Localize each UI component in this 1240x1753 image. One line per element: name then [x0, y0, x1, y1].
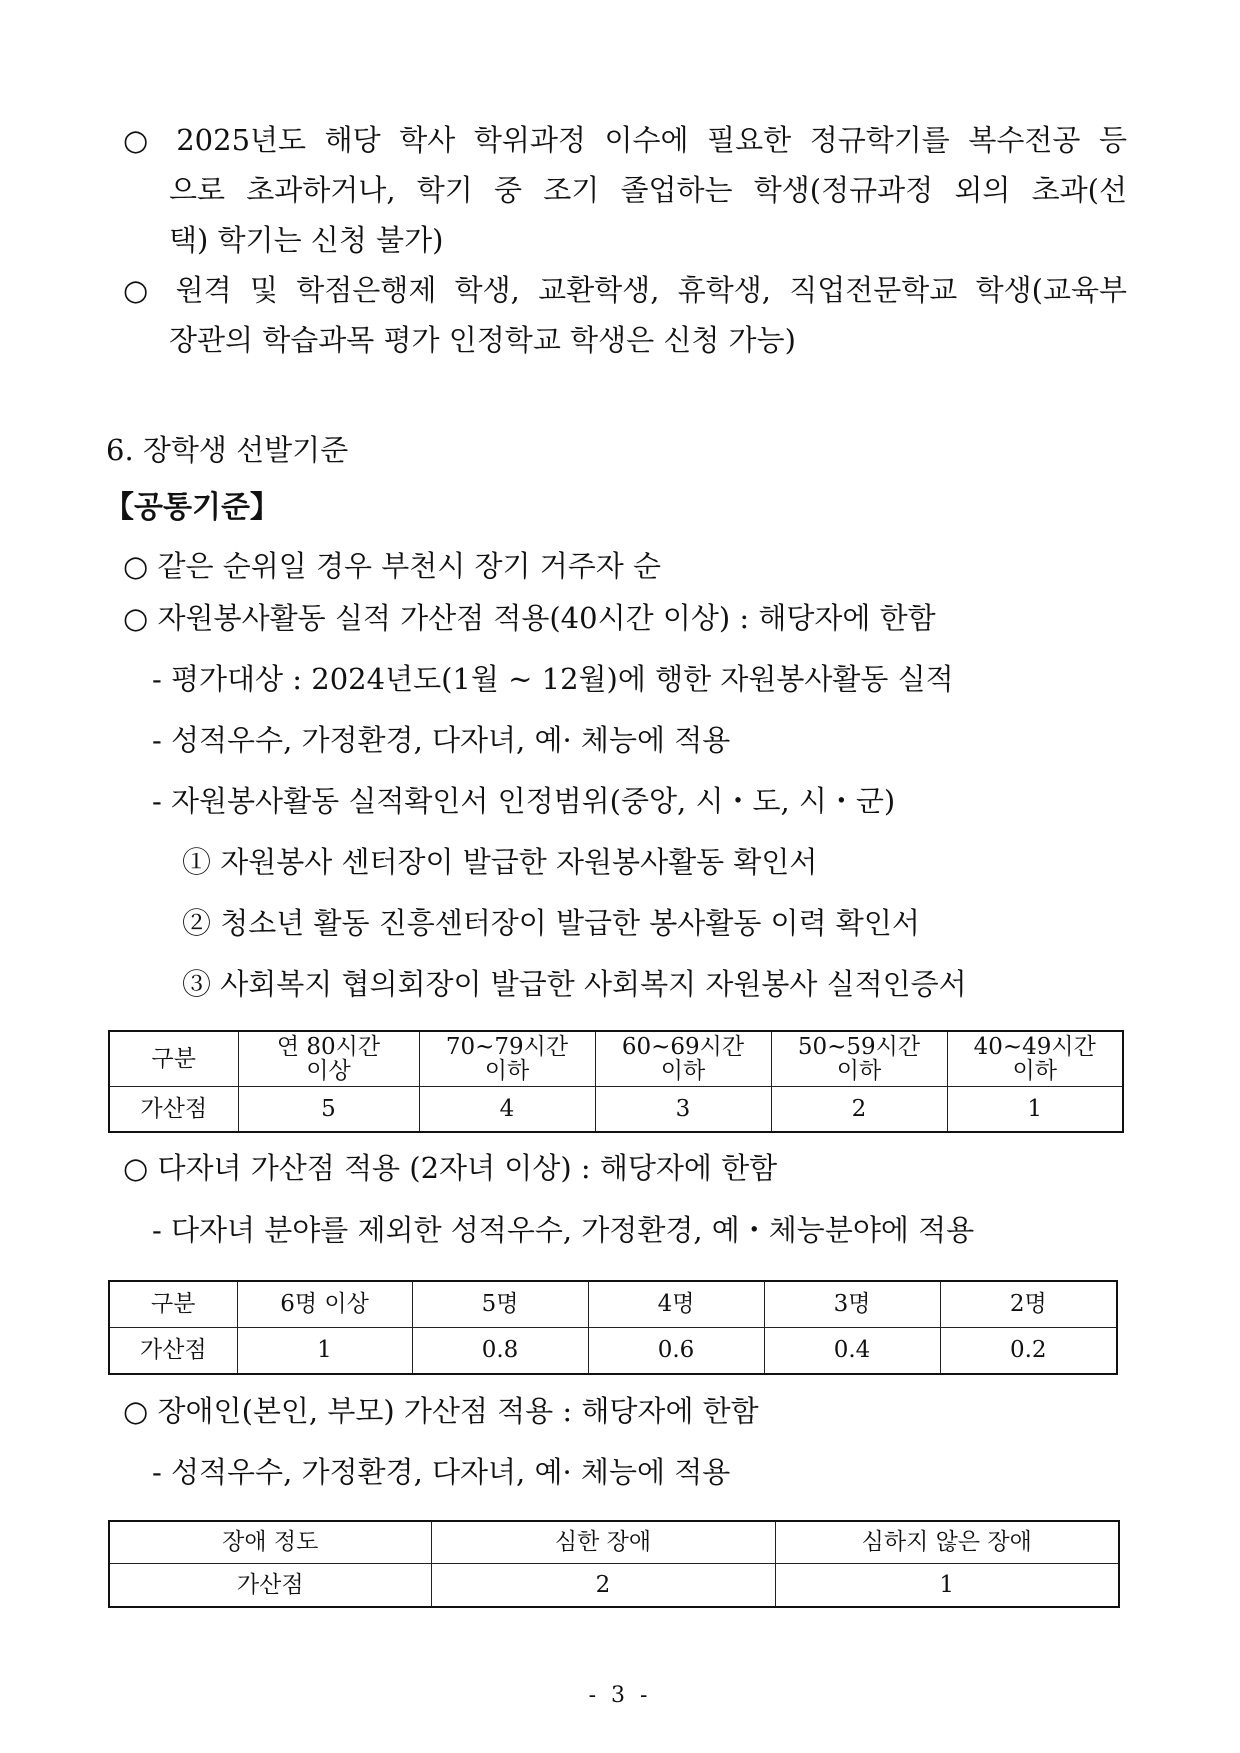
volunteer-title: ○ 자원봉사활동 실적 가산점 적용(40시간 이상) : 해당자에 한함 — [123, 601, 936, 635]
multi-child-title: ○ 다자녀 가산점 적용 (2자녀 이상) : 해당자에 한함 — [123, 1151, 778, 1185]
table-header-cell: 장애 정도 — [109, 1521, 431, 1563]
table-header-cell: 구분 — [109, 1031, 238, 1086]
table-cell: 0.8 — [412, 1327, 588, 1374]
volunteer-cert-3: ③ 사회복지 협의회장이 발급한 사회복지 자원봉사 실적인증서 — [182, 967, 967, 1001]
table-cell: 가산점 — [109, 1563, 431, 1607]
disability-sub: - 성적우수, 가정환경, 다자녀, 예· 체능에 적용 — [152, 1455, 731, 1489]
table-cell: 가산점 — [109, 1086, 238, 1132]
table-header-cell: 2명 — [940, 1281, 1117, 1327]
volunteer-sub-3: - 자원봉사활동 실적확인서 인정범위(중앙, 시・도, 시・군) — [152, 784, 896, 818]
table-header-cell: 심한 장애 — [431, 1521, 775, 1563]
table-header-cell: 5명 — [412, 1281, 588, 1327]
table-header-cell: 심하지 않은 장애 — [775, 1521, 1119, 1563]
table-row — [109, 1563, 1119, 1607]
disability-title: ○ 장애인(본인, 부모) 가산점 적용 : 해당자에 한함 — [123, 1394, 759, 1428]
table-cell: 0.2 — [940, 1327, 1117, 1374]
table-header-cell: 40~49시간 이하 — [947, 1031, 1123, 1086]
section-title: 6. 장학생 선발기준 — [106, 433, 349, 467]
table-header-row — [109, 1281, 1117, 1327]
table-header-cell: 50~59시간 이하 — [771, 1031, 947, 1086]
table-cell: 0.4 — [764, 1327, 940, 1374]
intro-item-2-line-1: ○ 원격 및 학점은행제 학생, 교환학생, 휴학생, 직업전문학교 학생(교육부 — [123, 273, 1127, 307]
table-header-cell: 구분 — [109, 1281, 237, 1327]
intro-item-2-line-2: 장관의 학습과목 평가 인정학교 학생은 신청 가능) — [169, 323, 796, 357]
common-criteria-heading: 【공통기준】 — [104, 490, 280, 525]
table-cell: 5 — [238, 1086, 419, 1132]
table-header-row — [109, 1031, 1123, 1086]
table-header-cell: 3명 — [764, 1281, 940, 1327]
page-number: - 3 - — [588, 1683, 652, 1708]
intro-item-1-line-2: 으로 초과하거나, 학기 중 조기 졸업하는 학생(정규과정 외의 초과(선 — [169, 173, 1127, 207]
table-cell: 2 — [771, 1086, 947, 1132]
table-header-cell: 4명 — [588, 1281, 764, 1327]
multi-child-sub: - 다자녀 분야를 제외한 성적우수, 가정환경, 예・체능분야에 적용 — [152, 1213, 975, 1247]
volunteer-cert-2: ② 청소년 활동 진흥센터장이 발급한 봉사활동 이력 확인서 — [182, 906, 920, 940]
intro-item-1-line-3: 택) 학기는 신청 불가) — [169, 223, 444, 257]
table-row — [109, 1086, 1123, 1132]
table-header-cell: 6명 이상 — [237, 1281, 412, 1327]
multi-child-table — [108, 1280, 1118, 1375]
intro-item-1-line-1: ○ 2025년도 해당 학사 학위과정 이수에 필요한 정규학기를 복수전공 등 — [123, 123, 1127, 157]
table-cell: 1 — [775, 1563, 1119, 1607]
table-cell: 0.6 — [588, 1327, 764, 1374]
table-header-row — [109, 1521, 1119, 1563]
table-cell: 1 — [947, 1086, 1123, 1132]
table-cell: 3 — [595, 1086, 771, 1132]
table-cell: 1 — [237, 1327, 412, 1374]
table-header-cell: 연 80시간 이상 — [238, 1031, 419, 1086]
table-header-cell: 60~69시간 이하 — [595, 1031, 771, 1086]
disability-table — [108, 1520, 1120, 1608]
volunteer-sub-1: - 평가대상 : 2024년도(1월 ~ 12월)에 행한 자원봉사활동 실적 — [152, 662, 954, 696]
volunteer-sub-2: - 성적우수, 가정환경, 다자녀, 예· 체능에 적용 — [152, 723, 731, 757]
table-header-cell: 70~79시간 이하 — [419, 1031, 595, 1086]
table-row — [109, 1327, 1117, 1374]
table-cell: 2 — [431, 1563, 775, 1607]
criteria-same-rank: ○ 같은 순위일 경우 부천시 장기 거주자 순 — [123, 549, 662, 583]
table-cell: 가산점 — [109, 1327, 237, 1374]
table-cell: 4 — [419, 1086, 595, 1132]
volunteer-cert-1: ① 자원봉사 센터장이 발급한 자원봉사활동 확인서 — [182, 845, 818, 879]
volunteer-hours-table — [108, 1030, 1124, 1133]
